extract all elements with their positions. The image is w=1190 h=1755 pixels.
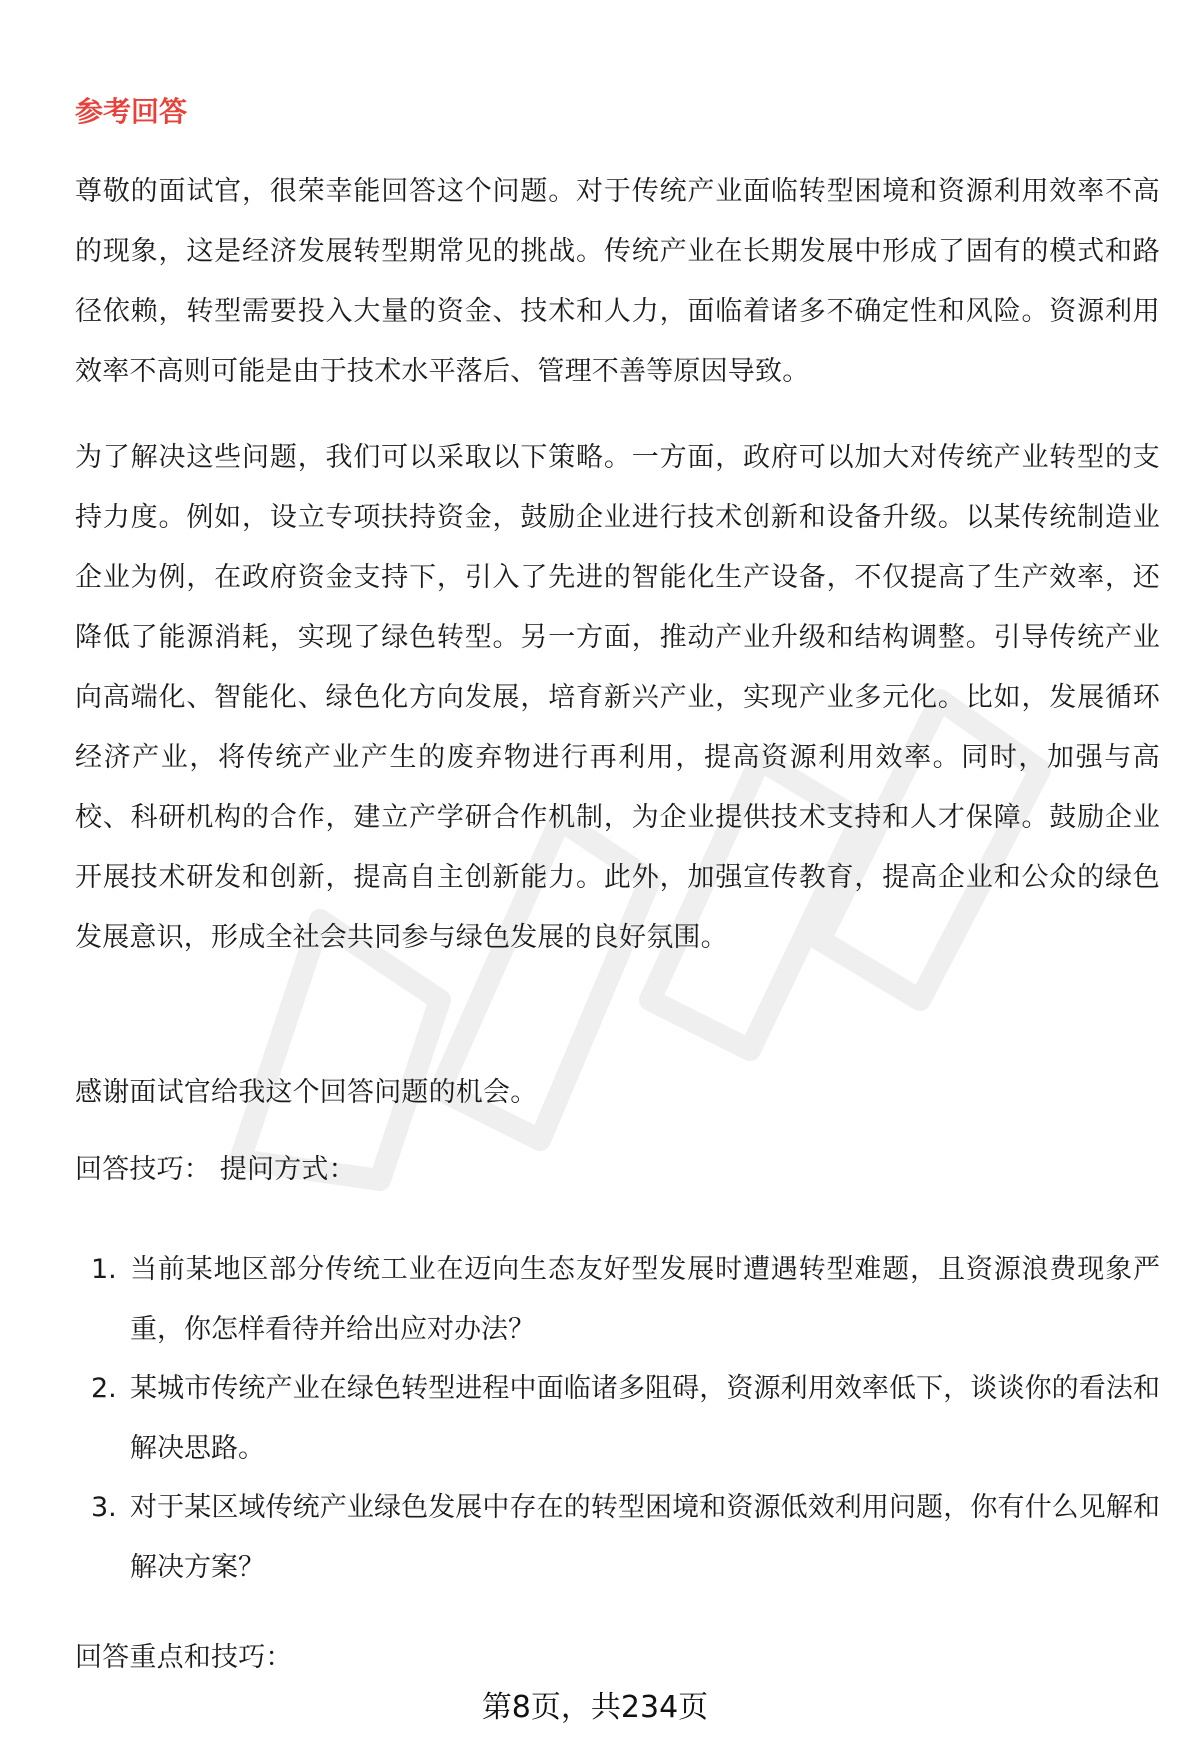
list-item-text: 对于某区域传统产业绿色发展中存在的转型困境和资源低效利用问题，你有什么见解和解决方案？ (130, 1492, 1160, 1583)
list-item-number: 2. (91, 1373, 117, 1404)
answer-intro-paragraph: 尊敬的面试官，很荣幸能回答这个问题。对于传统产业面临转型困境和资源利用效率不高的现象，这是经济发展转型期常见的挑战。传统产业在长期发展中形成了固有的模式和路径依赖，转型需要投入大量的资金、技术和人力，面临着诸多不确定性和风险。资源利用效率不高则可能是由于技术水平落后、管理不善等原因导致。 (75, 176, 1160, 387)
list-item-number: 3. (91, 1492, 117, 1523)
question-list (75, 1240, 1160, 1598)
page-number: 第8页，共234页 (481, 1690, 709, 1725)
list-item-number: 1. (91, 1254, 117, 1285)
list-item (75, 1240, 1160, 1360)
answer-thanks-paragraph: 感谢面试官给我这个回答问题的机会。 (75, 1077, 538, 1108)
list-item (75, 1359, 1160, 1479)
list-item-text: 某城市传统产业在绿色转型进程中面临诸多阻碍，资源利用效率低下，谈谈你的看法和解决思路。 (130, 1373, 1160, 1464)
list-item-text: 当前某地区部分传统工业在迈向生态友好型发展时遭遇转型难题，且资源浪费现象严重，你怎样看待并给出应对办法？ (130, 1254, 1160, 1345)
section-heading: 参考回答 (75, 95, 188, 128)
list-item (75, 1478, 1160, 1598)
tips-label: 回答技巧： 提问方式： (75, 1154, 356, 1185)
key-points-label: 回答重点和技巧： (75, 1642, 293, 1673)
answer-strategy-paragraph: 为了解决这些问题，我们可以采取以下策略。一方面，政府可以加大对传统产业转型的支持力度。例如，设立专项扶持资金，鼓励企业进行技术创新和设备升级。以某传统制造业企业为例，在政府资金支持下，引入了先进的智能化生产设备，不仅提高了生产效率，还降低了能源消耗，实现了绿色转型。另一方面，推动产业升级和结构调整。引导传统产业向高端化、智能化、绿色化方向发展，培育新兴产业，实现产业多元化。比如，发展循环经济产业，将传统产业产生的废弃物进行再利用，提高资源利用效率。同时，加强与高校、科研机构的合作，建立产学研合作机制，为企业提供技术支持和人才保障。鼓励企业开展技术研发和创新，提高自主创新能力。此外，加强宣传教育，提高企业和公众的绿色发展意识，形成全社会共同参与绿色发展的良好氛围。 (75, 442, 1160, 953)
